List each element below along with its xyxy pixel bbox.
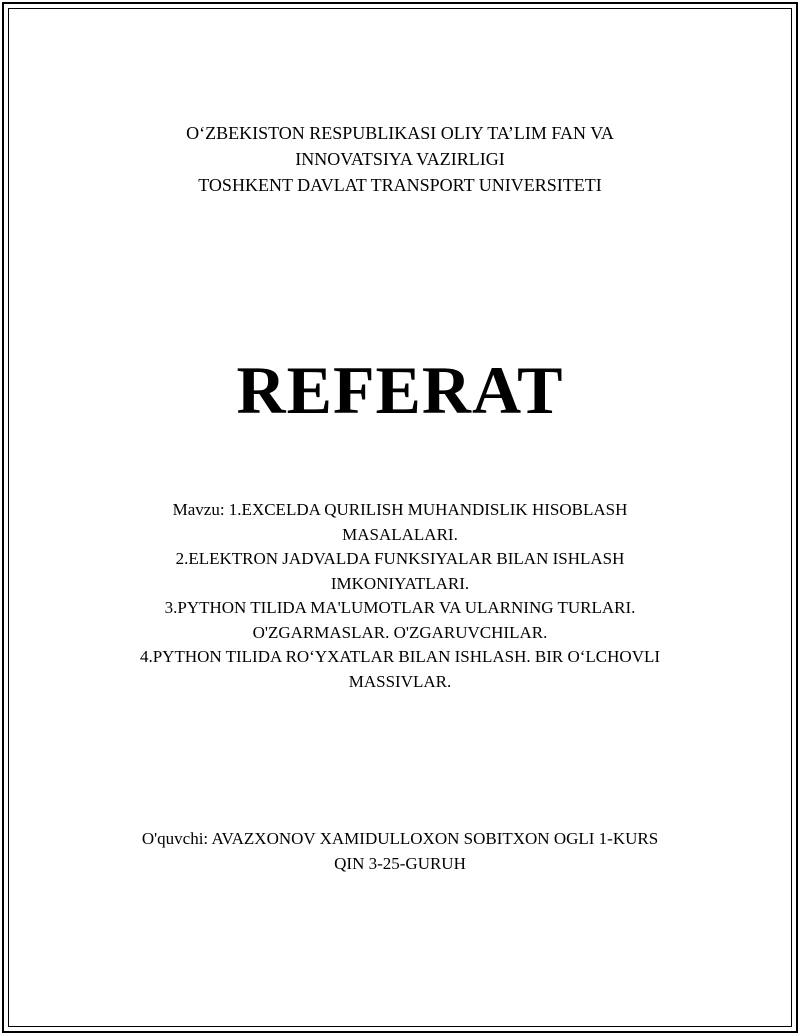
topic-line: 4.PYTHON TILIDA RO‘YXATLAR BILAN ISHLASH. BIR O‘LCHOVLI [139, 647, 661, 666]
topic-line: 2.ELEKTRON JADVALDA FUNKSIYALAR BILAN ISHLASH [175, 549, 625, 568]
student-info [90, 826, 710, 876]
header-line: TOSHKENT DAVLAT TRANSPORT UNIVERSITETI [198, 175, 602, 195]
header-line: O‘ZBEKISTON RESPUBLIKASI OLIY TA’LIM FAN VA [186, 123, 614, 143]
topic-line: MASALALARI. [342, 524, 458, 544]
topic-line: O'ZGARMASLAR. O'ZGARUVCHILAR. [252, 622, 548, 642]
header-line: INNOVATSIYA VAZIRLIGI [295, 149, 505, 169]
topic-line: MASSIVLAR. [348, 671, 452, 691]
topic-line: IMKONIYATLARI. [330, 573, 470, 593]
institution-header [100, 120, 700, 198]
student-line: QIN 3-25-GURUH [334, 854, 466, 873]
topic-section [100, 498, 700, 694]
topic-line: Mavzu: 1.EXCELDA QURILISH MUHANDISLIK HISOBLASH [172, 500, 628, 519]
topic-line: 3.PYTHON TILIDA MA'LUMOTLAR VA ULARNING TURLARI. [164, 598, 636, 617]
student-line: O'quvchi: AVAZXONOV XAMIDULLOXON SOBITXON OGLI 1-KURS [141, 829, 659, 848]
document-title: REFERAT [236, 352, 564, 428]
